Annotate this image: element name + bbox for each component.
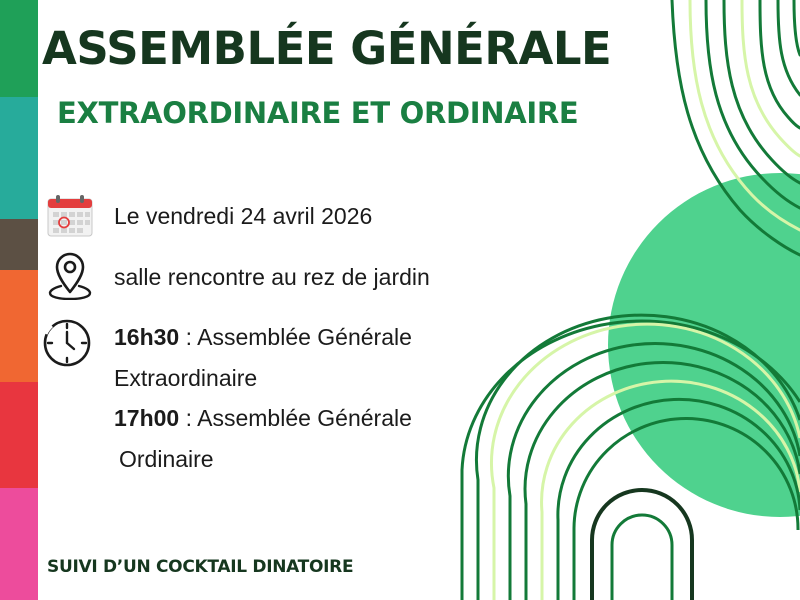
clock-icon	[42, 318, 92, 368]
schedule-time: 16h30	[114, 324, 180, 350]
schedule-separator: :	[179, 405, 198, 431]
page-title: ASSEMBLÉE GÉNÉRALE	[42, 22, 612, 75]
location-pin-icon	[47, 252, 93, 300]
schedule-title: Assemblée Générale	[197, 405, 412, 431]
event-location: salle rencontre au rez de jardin	[114, 264, 430, 290]
schedule-item	[114, 405, 412, 432]
schedule-subtitle: Ordinaire	[119, 446, 214, 472]
schedule-title: Assemblée Générale	[197, 324, 412, 350]
schedule-item	[114, 324, 412, 351]
event-date: Le vendredi 24 avril 2026	[114, 203, 373, 229]
calendar-icon	[47, 195, 93, 237]
page-subtitle: EXTRAORDINAIRE ET ORDINAIRE	[57, 96, 579, 130]
schedule-time: 17h00	[114, 405, 180, 431]
schedule-separator: :	[179, 324, 198, 350]
schedule-subtitle: Extraordinaire	[114, 365, 258, 391]
footer-note: SUIVI D’UN COCKTAIL DINATOIRE	[47, 557, 354, 577]
